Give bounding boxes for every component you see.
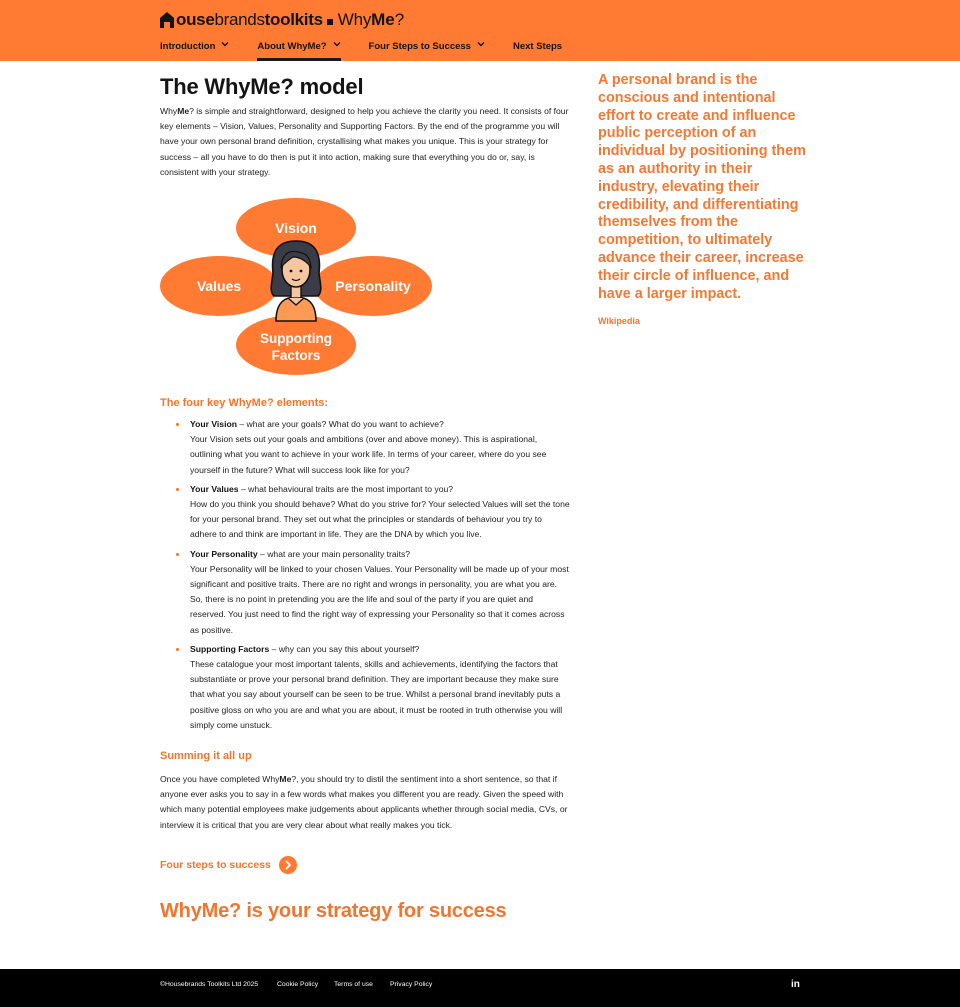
summing-text-2: ?, you should try to distil the sentiment into a short sentence, so that if anyone ever asks you to say in a few words what makes you different you are ready. Given the speed with which many potential employees make judgements about applicants whether through social media, CVs, or interview it is critical that you are very clear about what really makes you tick.: [160, 774, 568, 830]
intro-paragraph: [160, 104, 570, 180]
element-term: Your Values: [190, 483, 239, 494]
house-logo-icon: [160, 12, 174, 28]
logo-word-ouse: ouse: [176, 10, 215, 29]
summing-paragraph: [160, 772, 570, 833]
linkedin-icon[interactable]: in: [791, 979, 800, 990]
nav-item-next-steps[interactable]: [513, 38, 562, 61]
element-question: – why can you say this about yourself?: [269, 643, 420, 654]
logo-word-brands: brands: [214, 10, 265, 29]
list-item: [160, 482, 570, 543]
element-term: Your Personality: [190, 548, 258, 559]
site-header: [0, 0, 960, 61]
site-logo[interactable]: [160, 9, 404, 31]
intro-me: Me: [177, 106, 190, 116]
whyme-model-diagram: [160, 197, 435, 375]
personality-label: Personality: [335, 278, 411, 294]
logo-word-me: Me: [371, 10, 395, 29]
chevron-down-icon: [477, 40, 485, 51]
nav-label: Next Steps: [512, 41, 563, 52]
element-term: Your Vision: [190, 419, 237, 429]
summing-text-1: Once you have completed Why: [160, 774, 280, 784]
nav-item-about-whyme[interactable]: [257, 38, 340, 61]
elements-list: [160, 417, 570, 737]
site-footer: [0, 969, 960, 1007]
element-body: How do you think you should behave? What do you strive for? Your selected Values will set the tone for your personal brand. They set out what the principles or standards of behaviour you try to adhere to and think are important in life. They are the DNA by which you live.: [190, 499, 570, 540]
logo-word-why: Why: [337, 10, 372, 29]
nav-label: Four Steps to Success: [368, 41, 471, 52]
element-question: – what are your main personality traits?: [257, 548, 411, 559]
supporting-label-2: Factors: [271, 348, 321, 363]
supporting-factors-petal: [236, 315, 356, 375]
quote-source-link[interactable]: Wikipedia: [598, 316, 640, 326]
intro-text: ? is simple and straightforward, designed to help you achieve the clarity you need. It consists of four key elements – Vision, Values, Personality and Supporting Factors. By the end of the programme you will have your own personal brand definition, crystallising what makes you unique. This is your strategy for success – all you have to do then is put it into action, making sure that everything you do or, say, is consistent with your strategy.: [160, 106, 569, 177]
chevron-down-icon: [333, 40, 341, 51]
footer-copyright: ©Housebrands Toolkits Ltd 2025: [160, 981, 259, 988]
list-item: [160, 642, 570, 733]
supporting-label-1: Supporting: [260, 331, 332, 346]
footer-privacy-link[interactable]: Privacy Policy: [390, 981, 433, 988]
values-petal: [160, 256, 278, 316]
list-item: [160, 547, 570, 638]
main-content: [160, 74, 570, 922]
summing-heading: Summing it all up: [160, 750, 252, 762]
pull-quote: A personal brand is the conscious and intentional effort to create and influence public perception of an individual by positioning them as an authority in their industry, elevating their credibility, and differentiating themselves from the competition, to ultimately advance their career, increase their circle of influence, and have a larger impact.: [598, 72, 806, 302]
nav-label: Introduction: [160, 41, 216, 52]
logo-separator: [327, 19, 333, 25]
footer-terms-link[interactable]: Terms of use: [334, 981, 373, 988]
page-title: The WhyMe? model: [160, 74, 364, 99]
person-icon: [271, 241, 321, 321]
element-term: Supporting Factors: [190, 643, 270, 654]
elements-heading: The four key WhyMe? elements:: [160, 397, 329, 409]
nav-item-four-steps[interactable]: [369, 38, 485, 61]
four-steps-link[interactable]: [160, 856, 297, 874]
logo-word-toolkits: toolkits: [264, 10, 323, 29]
intro-why: Why: [160, 106, 178, 116]
personality-petal: [314, 256, 432, 316]
element-question: – what are your goals? What do you want to achieve?: [236, 419, 444, 429]
arrow-right-icon: [279, 856, 297, 874]
nav-label: About WhyMe?: [257, 41, 327, 52]
footer-cookie-link[interactable]: Cookie Policy: [277, 981, 319, 988]
summing-me: Me: [279, 774, 292, 784]
strategy-heading: WhyMe? is your strategy for success: [160, 900, 507, 922]
vision-label: Vision: [275, 220, 317, 236]
logo-question-mark: ?: [394, 10, 405, 29]
values-label: Values: [196, 278, 242, 294]
element-body: These catalogue your most important talents, skills and achievements, identifying the factors that substantiate or prove your personal brand definition. They are important because they make sure that what you say about yourself can be seen to be true. Whilst a personal brand inevitably puts a positive gloss on who you are and what you are about, it must be rooted in truth otherwise you will simply come unstuck.: [190, 659, 563, 730]
element-body: Your Personality will be linked to your chosen Values. Your Personality will be made up of your most significant and positive traits. There are no right and wrongs in personality, you are what you are. So, there is no point in pretending you are the life and soul of the party if you are quiet and reserved. You just need to find the right way of expressing your Personality so that it comes across as positive.: [190, 563, 569, 635]
element-body: Your Vision sets out your goals and ambitions (over and above money). This is aspirational, outlining what you want to achieve in your work life. In terms of your career, where do you see yourself in the future? What will success look like for you?: [190, 434, 547, 475]
main-nav: [160, 38, 590, 61]
list-item: [160, 417, 570, 478]
cta-label: Four steps to success: [160, 859, 271, 871]
chevron-down-icon: [221, 40, 229, 51]
element-question: – what behavioural traits are the most important to you?: [238, 483, 454, 494]
nav-item-introduction[interactable]: [160, 38, 229, 61]
